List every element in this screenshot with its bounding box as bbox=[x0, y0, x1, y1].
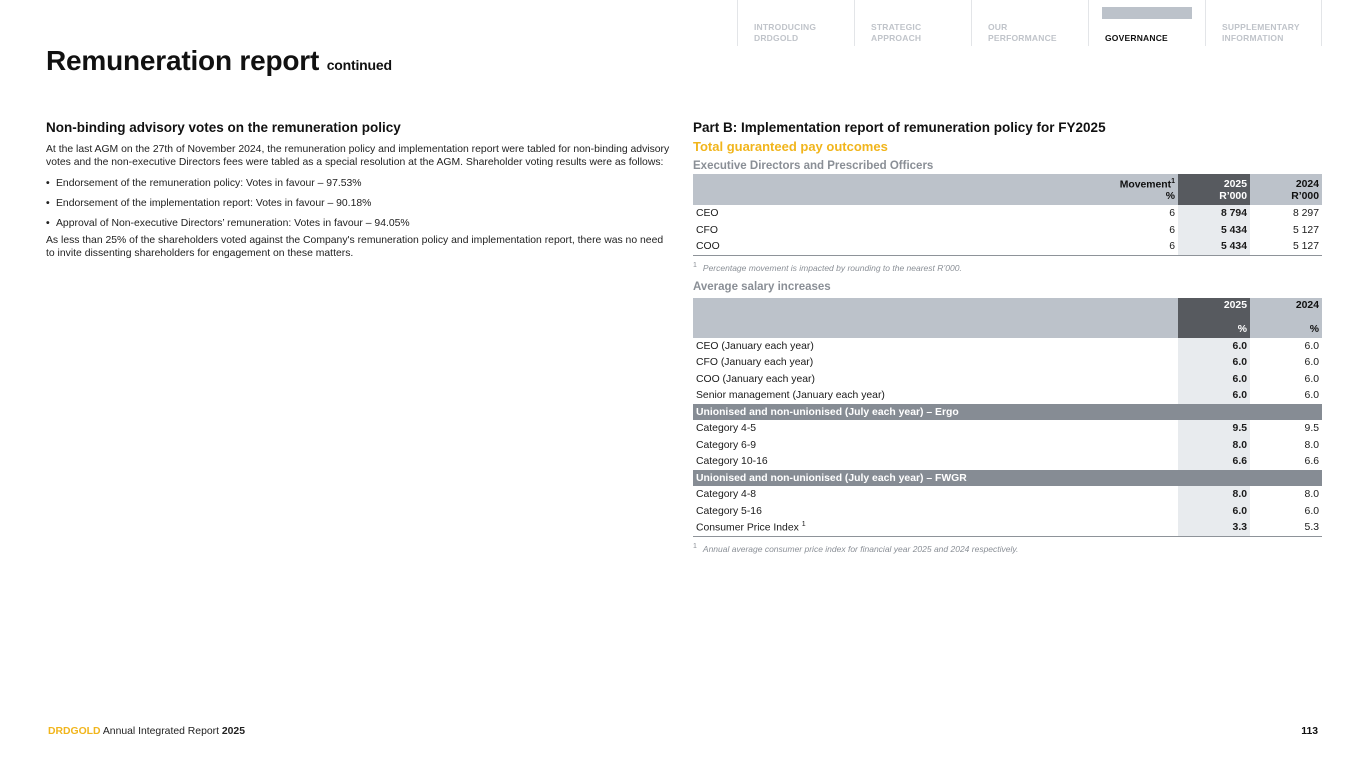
tab-our-performance[interactable] bbox=[971, 0, 1088, 46]
footnote-text: Percentage movement is impacted by rounding to the nearest R’000. bbox=[702, 262, 962, 273]
implementation-report-section bbox=[693, 120, 1322, 562]
header-label: 2025 bbox=[1223, 299, 1247, 311]
cell-2025: 8.0 bbox=[1178, 486, 1250, 503]
voting-results-list bbox=[46, 178, 671, 231]
tab-governance[interactable] bbox=[1088, 0, 1205, 46]
row-label: CFO (January each year) bbox=[696, 357, 814, 369]
advisory-votes-intro: At the last AGM on the 27th of November 2024, the remuneration policy and implementation report were tabled for non-binding advisory votes and the non-executive Directors fees were tabled as a special resolution at the AGM. Shareholder voting results were as follows: bbox=[46, 144, 670, 168]
bullet-icon: • bbox=[46, 198, 50, 209]
bullet-icon: • bbox=[46, 218, 50, 229]
header-unit: % bbox=[1165, 191, 1175, 203]
active-tab-indicator bbox=[1102, 7, 1192, 19]
table-row bbox=[693, 205, 1322, 222]
table1-footnote bbox=[693, 262, 1322, 273]
section-label: Unionised and non-unionised (July each year) – Ergo bbox=[693, 404, 1322, 421]
header-unit: % bbox=[1309, 323, 1319, 335]
cell-2025: 9.5 bbox=[1178, 420, 1250, 437]
section-row-fwgr bbox=[693, 470, 1322, 487]
bullet-icon: • bbox=[46, 178, 50, 189]
row-label: COO bbox=[693, 238, 1105, 255]
page-title-suffix: continued bbox=[326, 57, 392, 73]
row-label: Category 4-8 bbox=[696, 489, 757, 501]
footnote-mark: 1 bbox=[693, 542, 697, 550]
row-label: Category 6-9 bbox=[696, 439, 757, 451]
footnote-text: Annual average consumer price index for financial year 2025 and 2024 respectively. bbox=[702, 543, 1019, 554]
section-row-ergo bbox=[693, 404, 1322, 421]
tab-introducing-drdgold[interactable] bbox=[737, 0, 854, 46]
table-row bbox=[693, 486, 1322, 503]
footnote-mark: 1 bbox=[1171, 178, 1175, 185]
tab-label: APPROACH bbox=[871, 32, 922, 43]
cell-2024: 8.0 bbox=[1304, 439, 1319, 451]
cell-2025: 3.3 bbox=[1178, 519, 1250, 536]
advisory-votes-section bbox=[46, 120, 671, 260]
footer-report-name: Annual Integrated Report bbox=[102, 726, 219, 737]
list-item bbox=[46, 218, 671, 231]
cell-movement: 6 bbox=[1169, 224, 1175, 236]
cell-2025: 8 794 bbox=[1178, 205, 1250, 222]
list-item bbox=[46, 198, 671, 211]
row-label: CEO (January each year) bbox=[696, 340, 814, 352]
tab-supplementary-information[interactable] bbox=[1205, 0, 1322, 46]
table-row bbox=[693, 354, 1322, 371]
cell-2024: 6.0 bbox=[1304, 340, 1319, 352]
tab-label: OUR bbox=[988, 22, 1008, 32]
advisory-votes-heading: Non-binding advisory votes on the remuneration policy bbox=[46, 120, 401, 135]
tab-label: INFORMATION bbox=[1222, 32, 1284, 43]
page-number: 113 bbox=[1301, 726, 1318, 737]
page-title-main: Remuneration report bbox=[46, 45, 320, 76]
cell-2024: 5 127 bbox=[1292, 224, 1319, 236]
tab-label: PERFORMANCE bbox=[988, 32, 1057, 43]
cell-2024: 8 297 bbox=[1292, 208, 1319, 220]
cell-movement: 6 bbox=[1105, 238, 1178, 255]
cell-2024: 5 127 bbox=[1250, 238, 1322, 255]
list-item-text: Endorsement of the remuneration policy: Votes in favour – 97.53% bbox=[56, 178, 362, 189]
cell-2025: 5 434 bbox=[1178, 222, 1250, 239]
tab-label: STRATEGIC bbox=[871, 22, 922, 32]
cell-2025: 8.0 bbox=[1178, 437, 1250, 454]
table-row bbox=[693, 519, 1322, 536]
salary-increases-table bbox=[693, 298, 1322, 537]
section-nav bbox=[737, 0, 1322, 46]
header-blank bbox=[693, 298, 1178, 338]
table-row bbox=[693, 338, 1322, 355]
guaranteed-pay-subheading: Total guaranteed pay outcomes bbox=[693, 139, 888, 154]
tab-label: DRDGOLD bbox=[754, 32, 799, 43]
guaranteed-pay-table bbox=[693, 174, 1322, 256]
cell-2024: 6.0 bbox=[1304, 373, 1319, 385]
table2-footnote bbox=[693, 543, 1322, 554]
list-item-text: Approval of Non-executive Directors’ remuneration: Votes in favour – 94.05% bbox=[56, 218, 410, 229]
table-row bbox=[693, 387, 1322, 404]
header-blank bbox=[693, 174, 1105, 205]
footnote-mark: 1 bbox=[693, 261, 697, 269]
footer-brand: DRDGOLD bbox=[48, 726, 101, 737]
cell-movement: 6 bbox=[1169, 208, 1175, 220]
cell-2025: 6.6 bbox=[1178, 453, 1250, 470]
tab-label: GOVERNANCE bbox=[1105, 33, 1168, 43]
list-item bbox=[46, 178, 671, 191]
advisory-votes-closing: As less than 25% of the shareholders voted against the Company's remuneration policy and implementation report, there was no need to invite dissenting shareholders for engagement on these matters. bbox=[46, 235, 664, 259]
header-label: 2024 bbox=[1295, 299, 1319, 311]
cell-2025: 6.0 bbox=[1178, 354, 1250, 371]
footnote-mark: 1 bbox=[801, 521, 806, 529]
header-movement bbox=[1105, 174, 1178, 205]
row-label: Category 5-16 bbox=[696, 505, 762, 517]
tab-label: SUPPLEMENTARY bbox=[1222, 22, 1300, 32]
header-unit: % bbox=[1237, 323, 1247, 335]
row-label-text: Consumer Price Index bbox=[696, 522, 799, 534]
header-2024 bbox=[1250, 174, 1322, 205]
tab-strategic-approach[interactable] bbox=[854, 0, 971, 46]
row-label: CEO bbox=[696, 208, 719, 220]
row-label: Category 4-5 bbox=[696, 423, 757, 435]
table-row bbox=[693, 503, 1322, 520]
implementation-heading: Part B: Implementation report of remuneration policy for FY2025 bbox=[693, 120, 1106, 135]
cell-2024: 9.5 bbox=[1304, 423, 1319, 435]
page-footer bbox=[48, 726, 245, 737]
cell-2025: 6.0 bbox=[1178, 503, 1250, 520]
table-header-row bbox=[693, 174, 1322, 205]
cell-2024: 6.0 bbox=[1304, 390, 1319, 402]
row-label: COO (January each year) bbox=[696, 373, 815, 385]
table-row bbox=[693, 222, 1322, 239]
cell-2025: 6.0 bbox=[1178, 387, 1250, 404]
header-unit: R’000 bbox=[1291, 191, 1319, 203]
cell-2024: 6.6 bbox=[1304, 456, 1319, 468]
cell-2024: 5.3 bbox=[1250, 519, 1322, 536]
footer-year: 2025 bbox=[221, 726, 245, 737]
table-header-row bbox=[693, 298, 1322, 338]
header-label: 2024 bbox=[1295, 179, 1319, 191]
list-item-text: Endorsement of the implementation report: Votes in favour – 90.18% bbox=[56, 198, 372, 209]
cell-2024: 6.0 bbox=[1304, 357, 1319, 369]
cell-2025: 6.0 bbox=[1178, 338, 1250, 355]
header-label: 2025 bbox=[1223, 179, 1247, 191]
header-2025 bbox=[1178, 298, 1250, 338]
cell-2024: 8.0 bbox=[1304, 489, 1319, 501]
header-label: Movement bbox=[1119, 179, 1172, 191]
page-title bbox=[46, 45, 392, 77]
exec-directors-caption: Executive Directors and Prescribed Officers bbox=[693, 160, 934, 172]
header-unit: R’000 bbox=[1219, 191, 1247, 203]
row-label: Senior management (January each year) bbox=[696, 390, 885, 402]
row-label: Category 10-16 bbox=[696, 456, 768, 468]
section-label: Unionised and non-unionised (July each year) – FWGR bbox=[693, 470, 1322, 487]
row-label: CFO bbox=[696, 224, 718, 236]
tab-label: INTRODUCING bbox=[754, 22, 817, 32]
table-row bbox=[693, 453, 1322, 470]
header-2024 bbox=[1250, 298, 1322, 338]
cell-2025: 6.0 bbox=[1178, 371, 1250, 388]
table-row bbox=[693, 420, 1322, 437]
table-row bbox=[693, 437, 1322, 454]
table-row bbox=[693, 238, 1322, 255]
table-row bbox=[693, 371, 1322, 388]
cell-2024: 6.0 bbox=[1304, 505, 1319, 517]
cell-2025: 5 434 bbox=[1178, 238, 1250, 255]
salary-increases-caption: Average salary increases bbox=[693, 280, 831, 293]
header-2025 bbox=[1178, 174, 1250, 205]
row-label bbox=[693, 519, 1178, 536]
